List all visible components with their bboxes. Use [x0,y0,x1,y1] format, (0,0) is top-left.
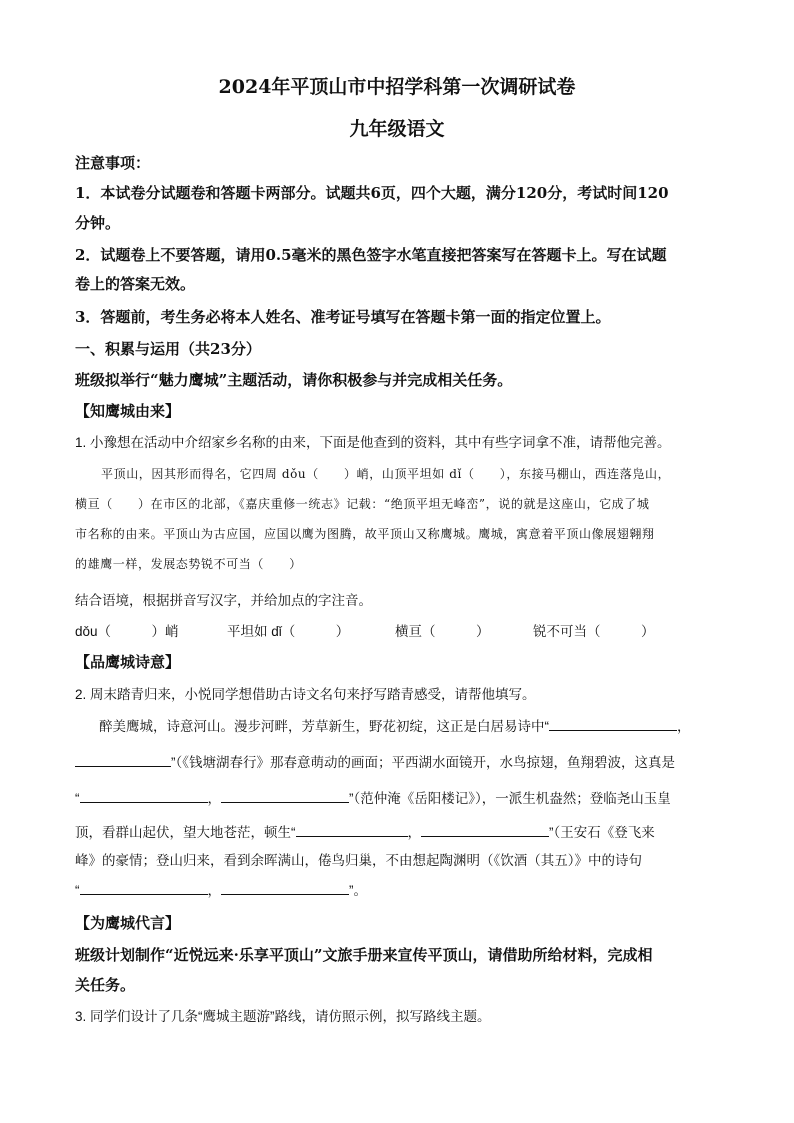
passage-line-4: 的雄鹰一样，发展态势锐不可当（ ） [75,557,302,571]
question-1: 1. 小豫想在活动中介绍家乡名称的由来，下面是他查到的资料，其中有些字词拿不准，请帮他完善。 [75,435,671,450]
part-3-heading: 【为鹰城代言】 [75,914,181,932]
exam-title: 2024年平顶山市中招学科第一次调研试卷 [218,76,576,98]
passage-line-2: 横亘（ ）在市区的北部，《嘉庆重修一统志》记载：“绝顶平坦无峰峦”，说的就是这座山，它成了城 [75,497,650,511]
poem-blank-2[interactable] [75,752,171,767]
poem-blank-3[interactable] [80,788,208,803]
poem-line-4: 顶，看群山起伏，望大地苍茫，顿生“ ， ”（王安石《登飞来 [75,821,655,841]
poem-line-6: “ ， ”。 [75,879,367,899]
poem-line-2: ”（《钱塘湖春行》那春意萌动的画面；平西湖水面镜开，水鸟掠翅，鱼翔碧波，这真是 [75,751,675,771]
question-1-instruction: 结合语境，根据拼音写汉字，并给加点的字注音。 [75,593,372,608]
note-3: 3．答题前，考生务必将本人姓名、准考证号填写在答题卡第一面的指定位置上。 [75,308,611,326]
poem-line-1: 醉美鹰城，诗意河山。漫步河畔，芳草新生，野花初绽，这正是白居易诗中“ ， [99,715,691,735]
note-2-line-1: 2．试题卷上不要答题，请用0.5毫米的黑色签字水笔直接把答案写在答题卡上。写在试题 [75,246,667,264]
poem-blank-5[interactable] [296,822,408,837]
part-1-heading: 【知鹰城由来】 [75,402,181,420]
poem-blank-6[interactable] [421,822,549,837]
answer-dou: dǒu（ ）峭 [75,624,179,639]
passage-line-1: 平顶山，因其形而得名，它四周 dǒu（ ）峭，山顶平坦如 dǐ（ ），东接马棚山，西连落凫山， [101,467,671,481]
note-1-line-1: 1．本试卷分试题卷和答题卡两部分。试题共6页，四个大题，满分120分，考试时间120 [75,184,669,202]
answer-di: 平坦如 dǐ（ ） [227,624,350,639]
question-2: 2. 周末踏青归来，小悦同学想借助古诗文名句来抒写踏青感受，请帮他填写。 [75,687,536,702]
poem-line-3: “ ， ”（范仲淹《岳阳楼记》），一派生机盎然；登临尧山玉皇 [75,787,671,807]
exam-subtitle: 九年级语文 [349,118,445,140]
passage-line-3: 市名称的由来。平顶山为古应国，应国以鹰为图腾，故平顶山又称鹰城。鹰城，寓意着平顶山像展翅翱翔 [75,527,655,541]
part-3-intro-line-1: 班级计划制作“近悦远来·乐享平顶山”文旅手册来宣传平顶山，请借助所给材料，完成相 [75,946,653,964]
section-1-heading: 一、积累与运用（共23分） [75,340,261,358]
poem-blank-8[interactable] [221,880,349,895]
note-1-line-2: 分钟。 [75,214,121,232]
answer-heng-gen: 横亘（ ） [395,624,490,639]
poem-blank-1[interactable] [549,716,677,731]
notes-heading: 注意事项： [75,154,151,172]
poem-blank-4[interactable] [221,788,349,803]
answer-rui-bu-ke-dang: 锐不可当（ ） [533,624,655,639]
question-3: 3. 同学们设计了几条“鹰城主题游”路线，请仿照示例，拟写路线主题。 [75,1009,491,1024]
section-1-intro: 班级拟举行“魅力鹰城”主题活动，请你积极参与并完成相关任务。 [75,371,513,389]
poem-line-5: 峰》的豪情；登山归来，看到余晖满山，倦鸟归巢，不由想起陶渊明（《饮酒（其五）》中的诗句 [75,853,642,868]
part-3-intro-line-2: 关任务。 [75,976,136,994]
poem-blank-7[interactable] [80,880,208,895]
note-2-line-2: 卷上的答案无效。 [75,275,196,293]
part-2-heading: 【品鹰城诗意】 [75,653,181,671]
